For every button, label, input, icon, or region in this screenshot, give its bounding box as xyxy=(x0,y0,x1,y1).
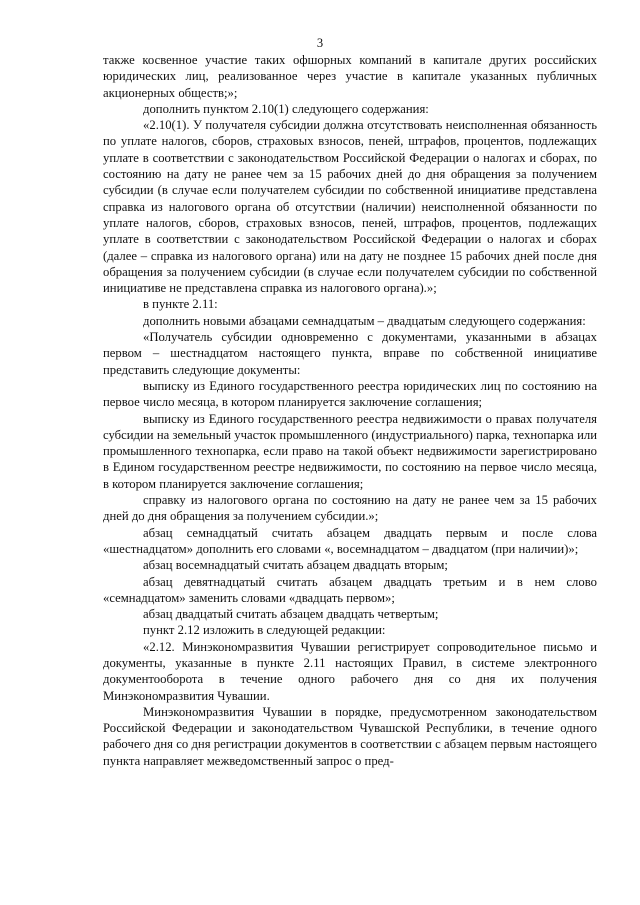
paragraph-9: справку из налогового органа по состоянию на дату не ранее чем за 15 рабочих дней до дня обращения за получением субсидии.»; xyxy=(103,493,597,524)
page-number: 3 xyxy=(316,36,324,50)
paragraph-7: выписку из Единого государственного реестра юридических лиц по состоянию на первое число месяца, в котором планируется заключение соглашения; xyxy=(103,378,597,410)
document-body xyxy=(103,52,597,769)
paragraph-2: дополнить пунктом 2.10(1) следующего содержания: xyxy=(143,101,429,116)
paragraph-16: Минэкономразвития Чувашии в порядке, предусмотренном законодательством Российской Федерации и законодательством Чувашской Республики, в течение одного рабочего дня со дня регистрации документов в соответствии с абзацем первым настоящего пункта направляет межведомственный запрос о пред- xyxy=(103,704,597,768)
paragraph-13: абзац двадцатый считать абзацем двадцать четвертым; xyxy=(143,607,439,622)
paragraph-12: абзац девятнадцатый считать абзацем двадцать третьим и в нем слово «семнадцатом» заменить словами «двадцать первом»; xyxy=(103,574,597,605)
paragraph-6: «Получатель субсидии одновременно с документами, указанными в абзацах первом – шестнадцатом настоящего пункта, вправе по собственной инициативе представить следующие документы: xyxy=(103,330,597,377)
paragraph-3: «2.10(1). У получателя субсидии должна отсутствовать неисполненная обязанность по уплате налогов, сборов, страховых взносов, пеней, штрафов, процентов, подлежащих уплате в соответствии с законодательством Российской Федерации о налогах и сборах, по состоянию на дату не ранее чем за 15 рабочих дней до дня обращения за получением субсидии (в случае если получателем субсидии по собственной инициативе представлена справка из налогового органа об отсутствии (наличии) неисполненной обязанности по уплате налогов, сборов, страховых взносов, пеней, штрафов, процентов, подлежащих уплате в соответствии с законодательством Российской Федерации о налогах и сборах (далее – справка из налогового органа) или на дату не позднее 15 рабочих дней после дня обращения за получением субсидии (в случае если получателем субсидии по собственной инициативе не представлена справка из налогового органа).»; xyxy=(103,118,597,296)
paragraph-14: пункт 2.12 изложить в следующей редакции: xyxy=(143,623,386,638)
paragraph-10: абзац семнадцатый считать абзацем двадцать первым и после слова «шестнадцатом» дополнить его словами «, восемнадцатом – двадцатом (при наличии)»; xyxy=(103,525,597,556)
paragraph-1: также косвенное участие таких офшорных компаний в капитале других российских юридических лиц, реализованное через участие в капитале указанных публичных акционерных обществ;»; xyxy=(103,53,597,100)
paragraph-5: дополнить новыми абзацами семнадцатым – двадцатым следующего содержания: xyxy=(143,313,586,328)
paragraph-4: в пункте 2.11: xyxy=(143,297,218,312)
paragraph-15: «2.12. Минэкономразвития Чувашии регистрирует сопроводительное письмо и документы, указанные в пункте 2.11 настоящих Правил, в системе электронного документооборота в течение одного рабочего дня со дня их получения Минэкономразвития Чувашии. xyxy=(103,639,597,703)
paragraph-8: выписку из Единого государственного реестра недвижимости о правах получателя субсидии на земельный участок промышленного (индустриального) парка, технопарка или промышленного технопарка, если право на такой объект недвижимости зарегистрировано в Едином государственном реестре недвижимости, по состоянию на первое число месяца, в котором планируется заключение соглашения; xyxy=(103,411,597,491)
paragraph-11: абзац восемнадцатый считать абзацем двадцать вторым; xyxy=(143,558,448,573)
